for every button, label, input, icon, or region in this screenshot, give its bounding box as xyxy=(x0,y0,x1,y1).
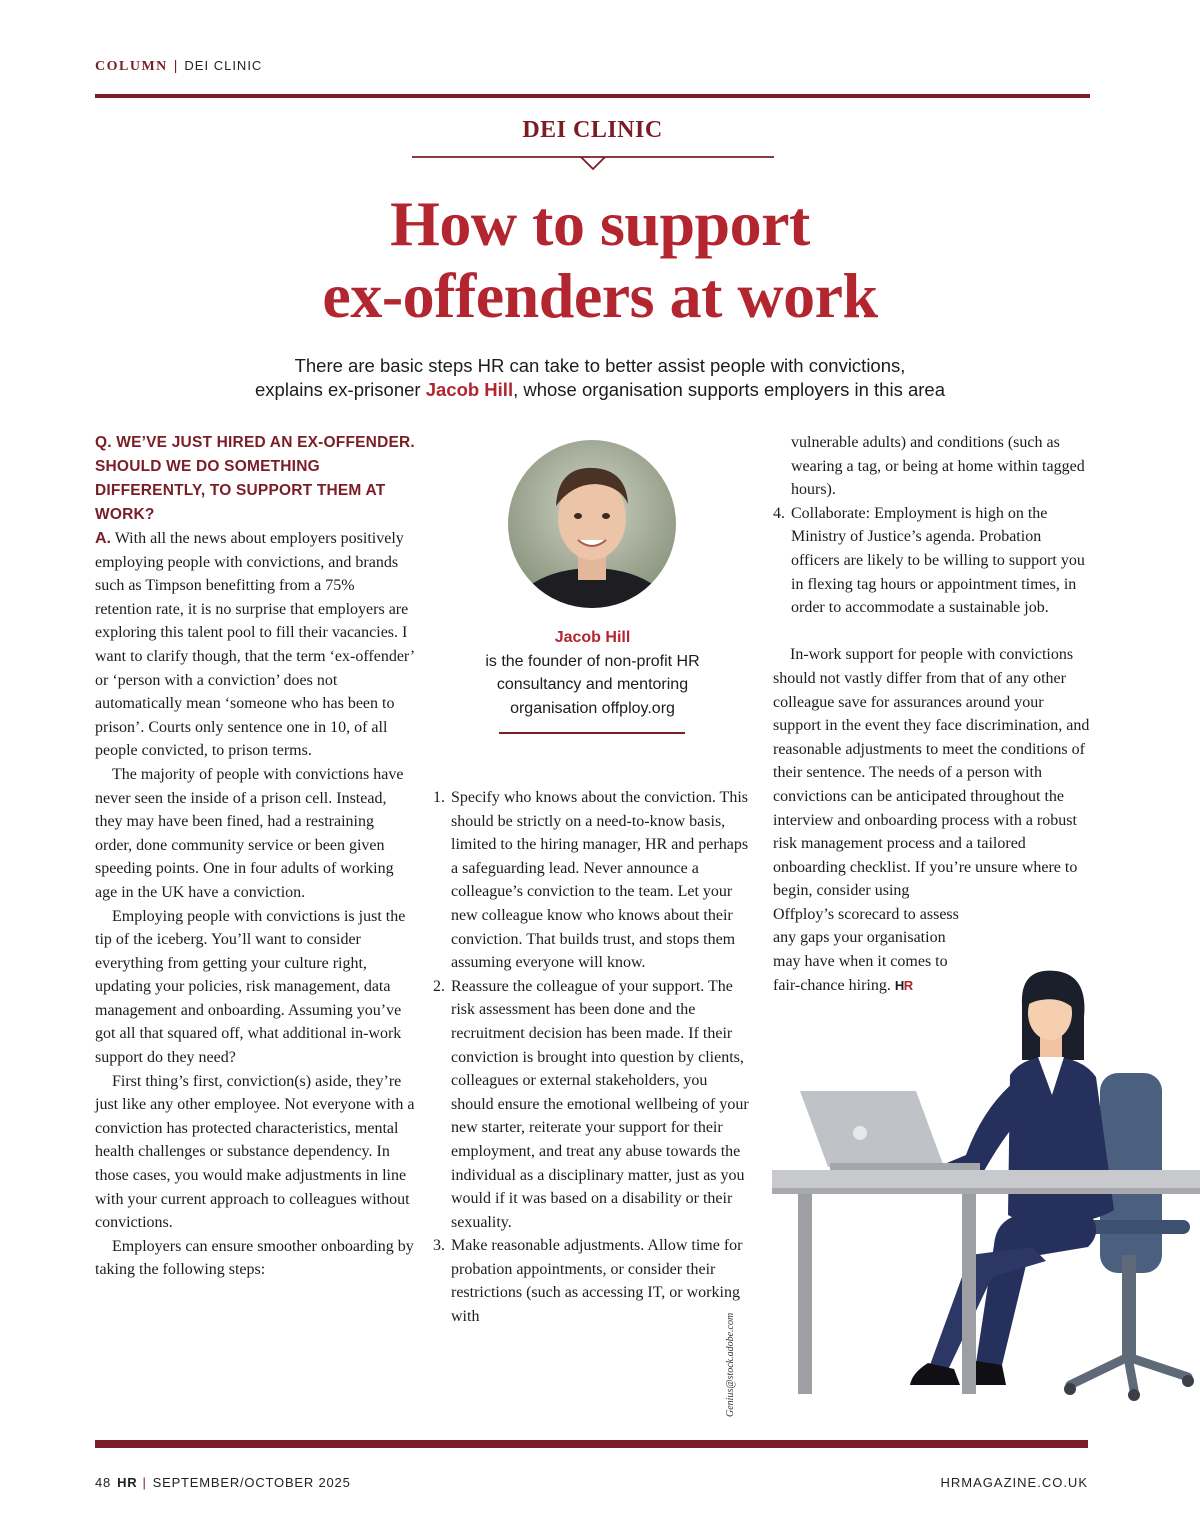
column-2 xyxy=(433,786,753,1329)
paragraph-2: The majority of people with convictions have never seen the inside of a prison cell. Instead, they may have been fined, had a restraining order, done community service or been given speeding points. One in four adults of working age in the UK have a conviction. xyxy=(95,765,404,901)
standfirst xyxy=(100,354,1100,402)
issue-date: SEPTEMBER/OCTOBER 2025 xyxy=(152,1475,351,1490)
step-item xyxy=(433,786,753,975)
end-mark-r: R xyxy=(903,977,913,993)
kicker-rule-with-notch xyxy=(412,155,774,175)
page-number: 48 xyxy=(95,1475,112,1490)
caption-bio-line-3: organisation offploy.org xyxy=(510,699,675,717)
answer-intro-text: With all the news about employers positively employing people with convictions, and brands such as Timpson benefitting from a 75% retention rate, it is no surprise that employers are exploring this talent pool to fill their vacancies. I want to clarify though, that the term ‘ex-offender’ or ‘person with a conviction’ does not automatically mean ‘someone who has been to prison’. Courts only sentence one in 10, of all people convicted, to prison terms. xyxy=(95,530,414,760)
step-text: Reassure the colleague of your support. The risk assessment has been done and the recruitment decision has been made. If their conviction is brought into question by clients, colleagues or external stakeholders, you should ensure the emotional wellbeing of your new starter, reiterate your support for their employment, and treat any abuse towards the individual as a disciplinary matter, just as you would if it was based on a disability or their sexuality. xyxy=(451,977,749,1231)
end-mark-h: H xyxy=(894,977,904,993)
closing-paragraph xyxy=(773,643,1093,997)
step-item xyxy=(433,1234,753,1328)
kicker: DEI CLINIC xyxy=(522,117,663,143)
column-3 xyxy=(773,431,1093,997)
closing-text-5: fair-chance hiring. xyxy=(773,976,895,994)
step-number: 1. xyxy=(433,789,445,806)
caption-name: Jacob Hill xyxy=(554,629,631,646)
caption-rule xyxy=(499,732,685,734)
steps-list-continued xyxy=(773,431,1093,620)
image-credit: Genius@stock.adobe.com xyxy=(725,1312,736,1417)
running-head xyxy=(95,57,262,75)
step-text: Collaborate: Employment is high on the Ministry of Justice’s agenda. Probation officers are likely to be willing to support you in flexing tag hours or appointment times, in order to accommodate a sustainable job. xyxy=(791,504,1085,617)
bottom-rule xyxy=(95,1440,1088,1448)
caption-bio-line-2: consultancy and mentoring xyxy=(496,676,689,693)
answer-label: A. xyxy=(95,530,111,547)
closing-text: In-work support for people with convictions should not vastly differ from that of any other colleague save for assurances around your support in the event they face discrimination, and reasonable adjustments to meet the conditions of their sentence. The needs of a person with convictions can be anticipated throughout the interview and onboarding process with a robust risk management process and a tailored onboarding checklist. If you’re unsure where to begin, consider using xyxy=(773,646,1090,900)
standfirst-author: Jacob Hill xyxy=(425,379,514,400)
column-label: COLUMN xyxy=(95,59,168,74)
step-number: 2. xyxy=(433,977,445,995)
paragraph-5: Employers can ensure smoother onboarding by taking the following steps: xyxy=(95,1237,414,1279)
section-label: DEI CLINIC xyxy=(184,58,263,73)
standfirst-line-2-end: , whose organisation supports employers in this area xyxy=(513,379,945,400)
header-separator: | xyxy=(173,57,179,73)
closing-text-4: may have when it comes to xyxy=(773,953,948,971)
column-1 xyxy=(95,431,415,1282)
footer-website: HRMAGAZINE.CO.UK xyxy=(940,1475,1088,1490)
step-text: Specify who knows about the conviction. This should be strictly on a need-to-know basis, limited to the hiring manager, HR and perhaps a safeguarding lead. Never announce a colleague’s conviction to the team. Let your new colleague know who knows about their conviction. That builds trust, and stops them assuming everyone will know. xyxy=(451,789,749,972)
question: Q. WE’VE JUST HIRED AN EX-OFFENDER. SHOULD WE DO SOMETHING DIFFERENTLY, TO SUPPORT THEM AT WORK? xyxy=(95,434,415,523)
paragraph-4: First thing’s first, conviction(s) aside, they’re just like any other employee. Not everyone with a conviction has protected characteristics, mental health challenges or substance dependency. In those cases, you would make adjustments in line with your current approach to colleagues without convictions. xyxy=(95,1072,415,1232)
step-text: Make reasonable adjustments. Allow time for probation appointments, or consider their restrictions (such as accessing IT, or working with xyxy=(451,1237,743,1326)
closing-text-3: any gaps your organisation xyxy=(773,929,946,947)
magazine-name: HR xyxy=(117,1475,138,1490)
closing-text-2: Offploy’s scorecard to assess xyxy=(773,905,959,923)
step-item xyxy=(773,502,1093,620)
footer-separator: | xyxy=(142,1475,147,1490)
headline xyxy=(100,188,1100,332)
top-rule xyxy=(95,94,1090,98)
headline-line-2: ex-offenders at work xyxy=(322,260,878,331)
author-portrait xyxy=(508,440,676,608)
woman-at-desk-illustration xyxy=(770,965,1200,1425)
footer-folio xyxy=(95,1475,351,1490)
standfirst-line-1: There are basic steps HR can take to better assist people with convictions, xyxy=(294,355,906,376)
steps-list xyxy=(433,786,753,1329)
author-caption xyxy=(440,626,745,720)
step-item-continued xyxy=(773,431,1093,502)
answer-intro xyxy=(95,527,415,763)
step-number: 3. xyxy=(433,1237,445,1255)
step-item xyxy=(433,975,753,1235)
step-number: 4. xyxy=(773,504,785,522)
paragraph-3: Employing people with convictions is just the tip of the iceberg. You’ll want to consider everything from getting your culture right, updating your policies, risk management, data management and onboarding. Assuming you’ve got all that squared off, what additional in-work support do they need? xyxy=(95,907,406,1067)
standfirst-line-2-start: explains ex-prisoner xyxy=(255,379,426,400)
caption-bio-line-1: is the founder of non-profit HR xyxy=(485,652,700,670)
step-3-continued-text: vulnerable adults) and conditions (such as wearing a tag, or being at home within tagged hours). xyxy=(791,434,1085,499)
headline-line-1: How to support xyxy=(390,188,810,259)
